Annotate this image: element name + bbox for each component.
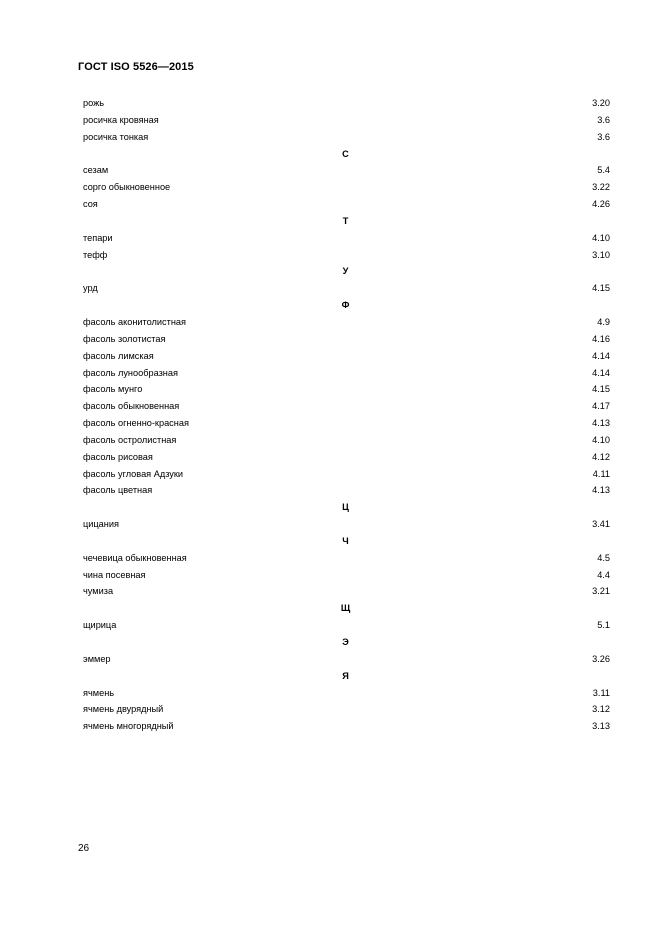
index-reference: 3.22 xyxy=(592,182,610,193)
index-entry xyxy=(83,348,610,365)
index-reference: 4.26 xyxy=(592,199,610,210)
index-letter-heading xyxy=(83,146,610,163)
index-term: ячмень xyxy=(83,687,115,698)
index-letter: Я xyxy=(342,670,349,681)
index-letter: Э xyxy=(342,637,349,647)
index-term: тефф xyxy=(83,249,108,260)
alphabetical-index xyxy=(83,95,610,735)
index-entry xyxy=(83,314,610,331)
index-letter: У xyxy=(342,266,349,277)
index-term: сорго обыкновенное xyxy=(83,182,171,193)
index-term: чечевица обыкновенная xyxy=(83,552,187,563)
index-term: фасоль обыкновенная xyxy=(83,401,180,412)
index-term: эммер xyxy=(83,653,111,664)
index-entry xyxy=(83,331,610,348)
index-entry xyxy=(83,112,610,129)
index-letter-heading xyxy=(83,213,610,230)
index-reference: 4.12 xyxy=(592,451,610,462)
index-reference: 3.10 xyxy=(592,249,610,260)
index-reference: 3.13 xyxy=(592,721,610,732)
index-term: ячмень многорядный xyxy=(83,721,174,732)
index-reference: 3.41 xyxy=(592,519,610,530)
index-letter: Щ xyxy=(340,603,351,614)
index-entry xyxy=(83,701,610,718)
index-reference: 4.11 xyxy=(592,468,610,479)
index-entry xyxy=(83,179,610,196)
index-reference: 4.14 xyxy=(592,367,610,378)
index-reference: 5.1 xyxy=(597,620,610,631)
index-reference: 4.4 xyxy=(597,569,610,580)
index-reference: 4.10 xyxy=(592,232,610,243)
index-term: фасоль мунго xyxy=(83,384,143,395)
index-entry xyxy=(83,482,610,499)
index-term: рожь xyxy=(83,98,105,108)
index-entry xyxy=(83,365,610,382)
index-reference: 4.16 xyxy=(592,333,610,344)
index-reference: 4.17 xyxy=(592,401,610,412)
index-entry xyxy=(83,398,610,415)
index-reference: 4.13 xyxy=(592,485,610,496)
index-reference: 4.15 xyxy=(592,384,610,395)
index-letter-heading xyxy=(83,263,610,280)
index-letter: Ч xyxy=(342,535,349,546)
index-entry xyxy=(83,280,610,297)
index-entry xyxy=(83,95,610,112)
index-term: ячмень двурядный xyxy=(83,704,164,715)
index-letter-heading xyxy=(83,297,610,314)
index-term: щирица xyxy=(83,620,117,631)
index-term: росичка кровяная xyxy=(83,114,159,125)
index-reference: 5.4 xyxy=(597,165,610,176)
index-letter: Ц xyxy=(342,502,349,513)
index-term: фасоль огненно-красная xyxy=(83,418,189,429)
index-reference: 4.5 xyxy=(597,552,610,563)
index-term: фасоль рисовая xyxy=(83,451,153,462)
index-term: фасоль аконитолистная xyxy=(83,316,186,327)
index-reference: 4.14 xyxy=(592,350,610,361)
index-reference: 4.9 xyxy=(597,316,610,327)
index-entry xyxy=(83,449,610,466)
index-term: росичка тонкая xyxy=(83,131,149,142)
index-entry xyxy=(83,466,610,483)
index-entry xyxy=(83,516,610,533)
index-reference: 3.11 xyxy=(592,687,610,698)
index-reference: 4.10 xyxy=(592,434,610,445)
index-entry xyxy=(83,129,610,146)
index-letter: Ф xyxy=(341,300,350,311)
index-term: соя xyxy=(83,199,98,210)
index-term: чина посевная xyxy=(83,569,146,580)
index-term: фасоль цветная xyxy=(83,485,153,496)
index-reference: 4.13 xyxy=(592,418,610,429)
index-entry xyxy=(83,432,610,449)
index-term: фасоль угловая Адзуки xyxy=(83,468,184,479)
index-letter: Т xyxy=(342,215,349,226)
index-term: фасоль золотистая xyxy=(83,333,166,344)
index-reference: 3.21 xyxy=(592,586,610,597)
index-term: чумиза xyxy=(83,586,114,597)
index-entry xyxy=(83,583,610,600)
index-letter-heading xyxy=(83,600,610,617)
index-entry xyxy=(83,718,610,735)
index-reference: 3.26 xyxy=(592,653,610,664)
index-entry xyxy=(83,685,610,702)
index-entry xyxy=(83,196,610,213)
index-entry xyxy=(83,230,610,247)
index-entry xyxy=(83,651,610,668)
index-reference: 3.12 xyxy=(592,704,610,715)
page-number: 26 xyxy=(78,843,90,854)
index-term: сезам xyxy=(83,165,109,176)
index-reference: 3.20 xyxy=(592,98,610,108)
index-term: урд xyxy=(83,283,98,294)
index-entry xyxy=(83,162,610,179)
index-entry xyxy=(83,415,610,432)
index-term: фасоль остролистная xyxy=(83,434,177,445)
index-letter-heading xyxy=(83,668,610,685)
index-letter-heading xyxy=(83,533,610,550)
index-letter-heading xyxy=(83,499,610,516)
index-term: фасоль лимская xyxy=(83,350,154,361)
index-term: тепари xyxy=(83,232,113,243)
index-term: цицания xyxy=(83,519,119,530)
index-letter: С xyxy=(342,148,349,159)
index-reference: 3.6 xyxy=(597,114,610,125)
index-entry xyxy=(83,247,610,264)
document-header: ГОСТ ISO 5526—2015 xyxy=(78,61,194,73)
index-reference: 4.15 xyxy=(592,283,610,294)
index-letter-heading xyxy=(83,634,610,651)
index-entry xyxy=(83,381,610,398)
index-entry xyxy=(83,617,610,634)
index-entry xyxy=(83,550,610,567)
index-term: фасоль лунообразная xyxy=(83,367,178,378)
index-reference: 3.6 xyxy=(597,131,610,142)
index-entry xyxy=(83,567,610,584)
